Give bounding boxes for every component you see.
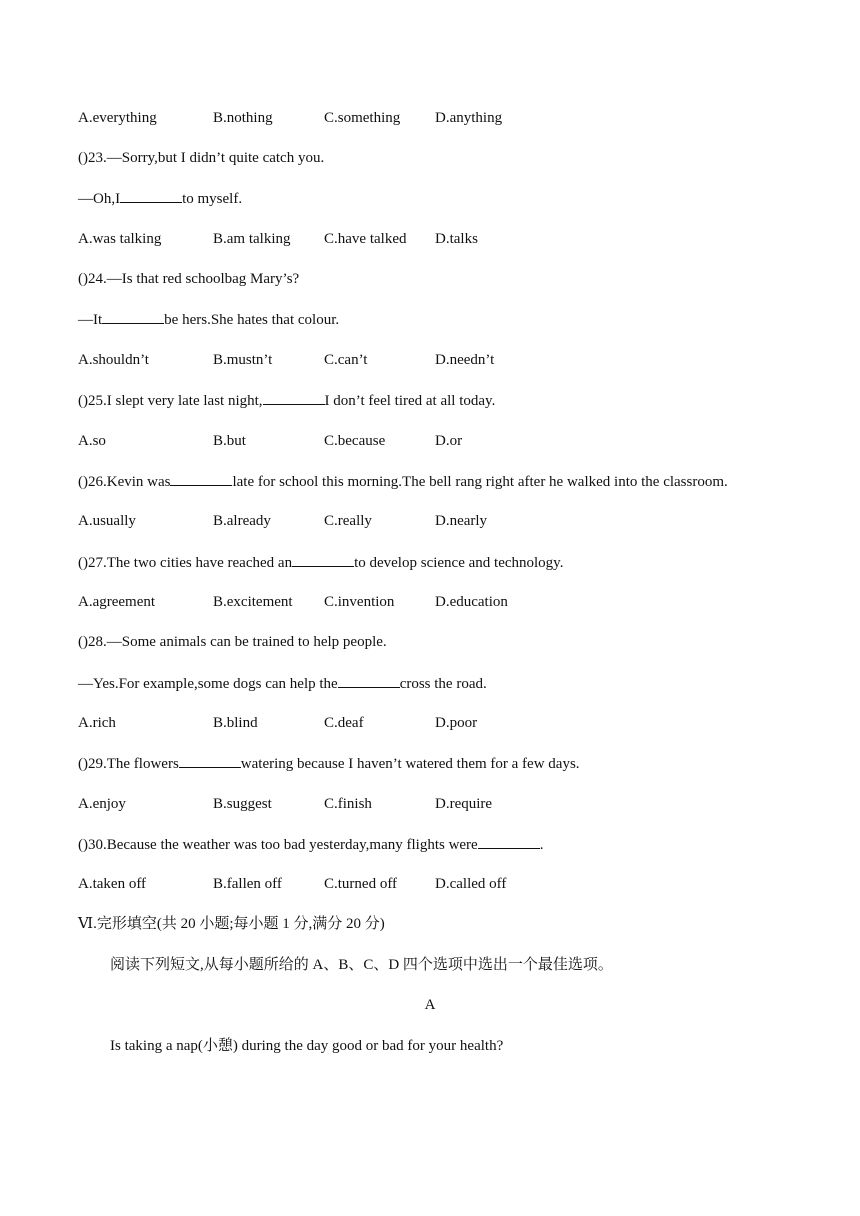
q23-response: [78, 188, 242, 209]
q29-option-a: A.enjoy: [78, 796, 126, 812]
q26-stem-pre: ()26.Kevin was: [78, 474, 171, 490]
q26-option-b: B.already: [213, 513, 271, 529]
q30-blank: [478, 834, 540, 849]
q28-response-pre: —Yes.For example,some dogs can help the: [78, 676, 338, 692]
q26-option-a: A.usually: [78, 513, 136, 529]
q28-option-d: D.poor: [435, 715, 478, 731]
q23-option-d: D.talks: [435, 231, 478, 247]
q23-response-pre: —Oh,I: [78, 191, 121, 207]
q25-stem-pre: ()25.I slept very late last night,: [78, 393, 263, 409]
q24-response-post: be hers.She hates that colour.: [164, 312, 340, 328]
q25-blank: [263, 390, 325, 405]
q29-stem: [78, 753, 580, 774]
q28-stem: ()28.—Some animals can be trained to help people.: [78, 634, 387, 650]
q27-blank: [292, 552, 354, 567]
q24-stem: ()24.—Is that red schoolbag Mary’s?: [78, 271, 300, 287]
q29-stem-pre: ()29.The flowers: [78, 756, 179, 772]
q24-option-a: A.shouldn’t: [78, 352, 149, 368]
q27-option-d: D.education: [435, 594, 508, 610]
q28-option-a: A.rich: [78, 715, 116, 731]
q30-option-c: C.turned off: [324, 876, 398, 892]
q23-option-b: B.am talking: [213, 231, 291, 247]
q23-blank: [120, 188, 182, 203]
q28-option-c: C.deaf: [324, 715, 364, 731]
q28-blank: [338, 673, 400, 688]
q30-stem-pre: ()30.Because the weather was too bad yesterday,many flights were: [78, 837, 478, 853]
q25-option-b: B.but: [213, 433, 246, 449]
q27-option-c: C.invention: [324, 594, 395, 610]
q26-option-d: D.nearly: [435, 513, 488, 529]
q24-blank: [102, 309, 164, 324]
section-heading: Ⅵ.完形填空(共 20 小题;每小题 1 分,满分 20 分): [78, 916, 385, 932]
q22-option-d: D.anything: [435, 110, 503, 126]
q24-option-b: B.mustn’t: [213, 352, 273, 368]
q30-option-b: B.fallen off: [213, 876, 282, 892]
q23-response-post: to myself.: [182, 191, 243, 207]
q22-option-a: A.everything: [78, 110, 157, 126]
q25-option-d: D.or: [435, 433, 463, 449]
q27-stem: [78, 552, 563, 573]
q24-response: [78, 309, 339, 330]
passage-first-line: Is taking a nap(小憩) during the day good or bad for your health?: [110, 1038, 504, 1054]
q30-stem: [78, 834, 543, 855]
q28-response: [78, 673, 487, 694]
q23-option-c: C.have talked: [324, 231, 407, 247]
q24-option-c: C.can’t: [324, 352, 368, 368]
section-instruction: 阅读下列短文,从每小题所给的 A、B、C、D 四个选项中选出一个最佳选项。: [110, 957, 613, 973]
q26-stem: [78, 471, 728, 492]
passage-label: A: [424, 997, 436, 1013]
q25-option-c: C.because: [324, 433, 386, 449]
q23-stem: ()23.—Sorry,but I didn’t quite catch you.: [78, 150, 325, 166]
q26-option-c: C.really: [324, 513, 372, 529]
q30-option-a: A.taken off: [78, 876, 147, 892]
q29-stem-post: watering because I haven’t watered them for a few days.: [240, 756, 580, 772]
q24-response-pre: —It: [78, 312, 103, 328]
q28-option-b: B.blind: [213, 715, 258, 731]
q26-stem-post: late for school this morning.The bell rang right after he walked into the classroom.: [232, 474, 728, 490]
q25-stem-post: I don’t feel tired at all today.: [324, 393, 496, 409]
q30-option-d: D.called off: [435, 876, 507, 892]
q29-option-c: C.finish: [324, 796, 372, 812]
q22-option-b: B.nothing: [213, 110, 273, 126]
q29-option-b: B.suggest: [213, 796, 272, 812]
q29-blank: [179, 753, 241, 768]
q30-stem-post: .: [539, 837, 544, 853]
q27-option-b: B.excitement: [213, 594, 293, 610]
q24-option-d: D.needn’t: [435, 352, 495, 368]
q26-blank: [170, 471, 232, 486]
q25-option-a: A.so: [78, 433, 106, 449]
q22-option-c: C.something: [324, 110, 401, 126]
q29-option-d: D.require: [435, 796, 493, 812]
q23-option-a: A.was talking: [78, 231, 162, 247]
q27-stem-post: to develop science and technology.: [354, 555, 564, 571]
q27-stem-pre: ()27.The two cities have reached an: [78, 555, 293, 571]
q28-response-post: cross the road.: [399, 676, 487, 692]
q25-stem: [78, 390, 495, 411]
q27-option-a: A.agreement: [78, 594, 156, 610]
